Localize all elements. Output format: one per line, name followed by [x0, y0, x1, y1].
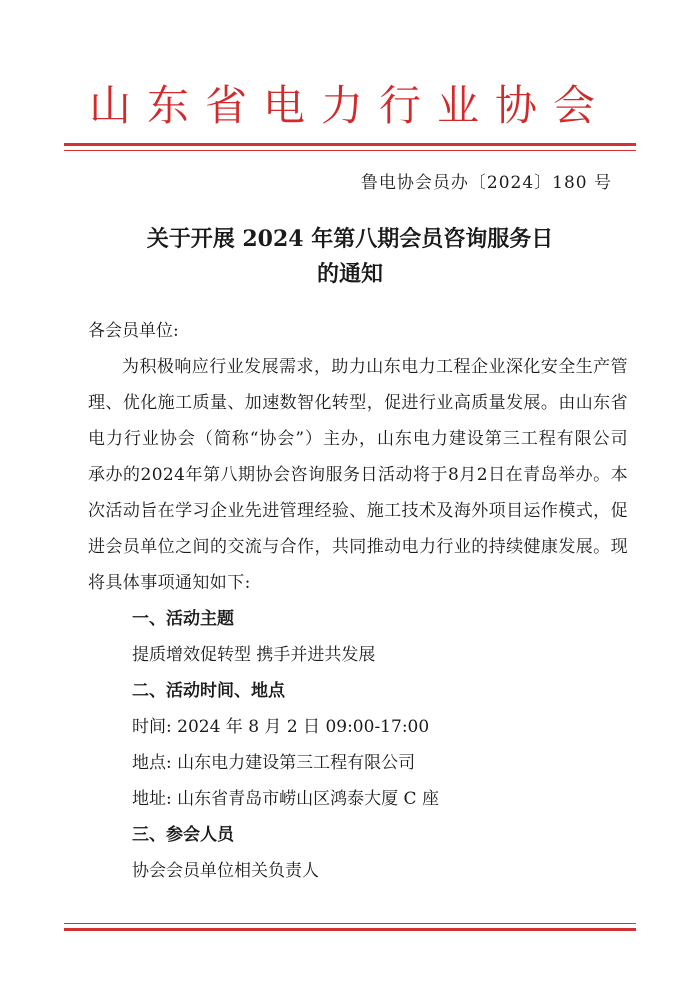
- activity-theme: 提质增效促转型 携手并进共发展: [132, 645, 376, 665]
- document-number: 鲁电协会员办〔2024〕180 号: [360, 173, 612, 193]
- activity-address: 地址: 山东省青岛市崂山区鸿泰大厦 C 座: [132, 789, 439, 809]
- footer-red-rule-thin: [64, 923, 636, 924]
- notice-title-line-1: 关于开展 2024 年第八期会员咨询服务日: [146, 226, 554, 252]
- salutation: 各会员单位:: [88, 321, 179, 341]
- footer-red-rule-thick: [64, 928, 636, 931]
- notice-title: [80, 222, 620, 292]
- section-3-heading: 三、参会人员: [132, 825, 234, 845]
- organization-header: 山东省电力行业协会: [88, 81, 611, 130]
- header-red-rule-thick: [64, 143, 636, 146]
- attendees: 协会会员单位相关负责人: [132, 861, 319, 881]
- activity-time: 时间: 2024 年 8 月 2 日 09:00-17:00: [132, 717, 430, 737]
- activity-place: 地点: 山东电力建设第三工程有限公司: [132, 753, 416, 773]
- intro-paragraph: 为积极响应行业发展需求，助力山东电力工程企业深化安全生产管理、优化施工质量、加速数智化转型，促进行业高质量发展。由山东省电力行业协会（简称“协会”）主办，山东电力建设第三工程有限公司承办的2024年第八期协会咨询服务日活动将于8月2日在青岛举办。本次活动旨在学习企业先进管理经验、施工技术及海外项目运作模式，促进会员单位之间的交流与合作，共同推动电力行业的持续健康发展。现将具体事项通知如下:: [88, 357, 628, 593]
- notice-body: [88, 313, 628, 889]
- notice-title-line-2: 的通知: [316, 261, 383, 287]
- section-1-heading: 一、活动主题: [132, 609, 234, 629]
- section-2-heading: 二、活动时间、地点: [132, 681, 285, 701]
- header-red-rule-thin: [64, 150, 636, 151]
